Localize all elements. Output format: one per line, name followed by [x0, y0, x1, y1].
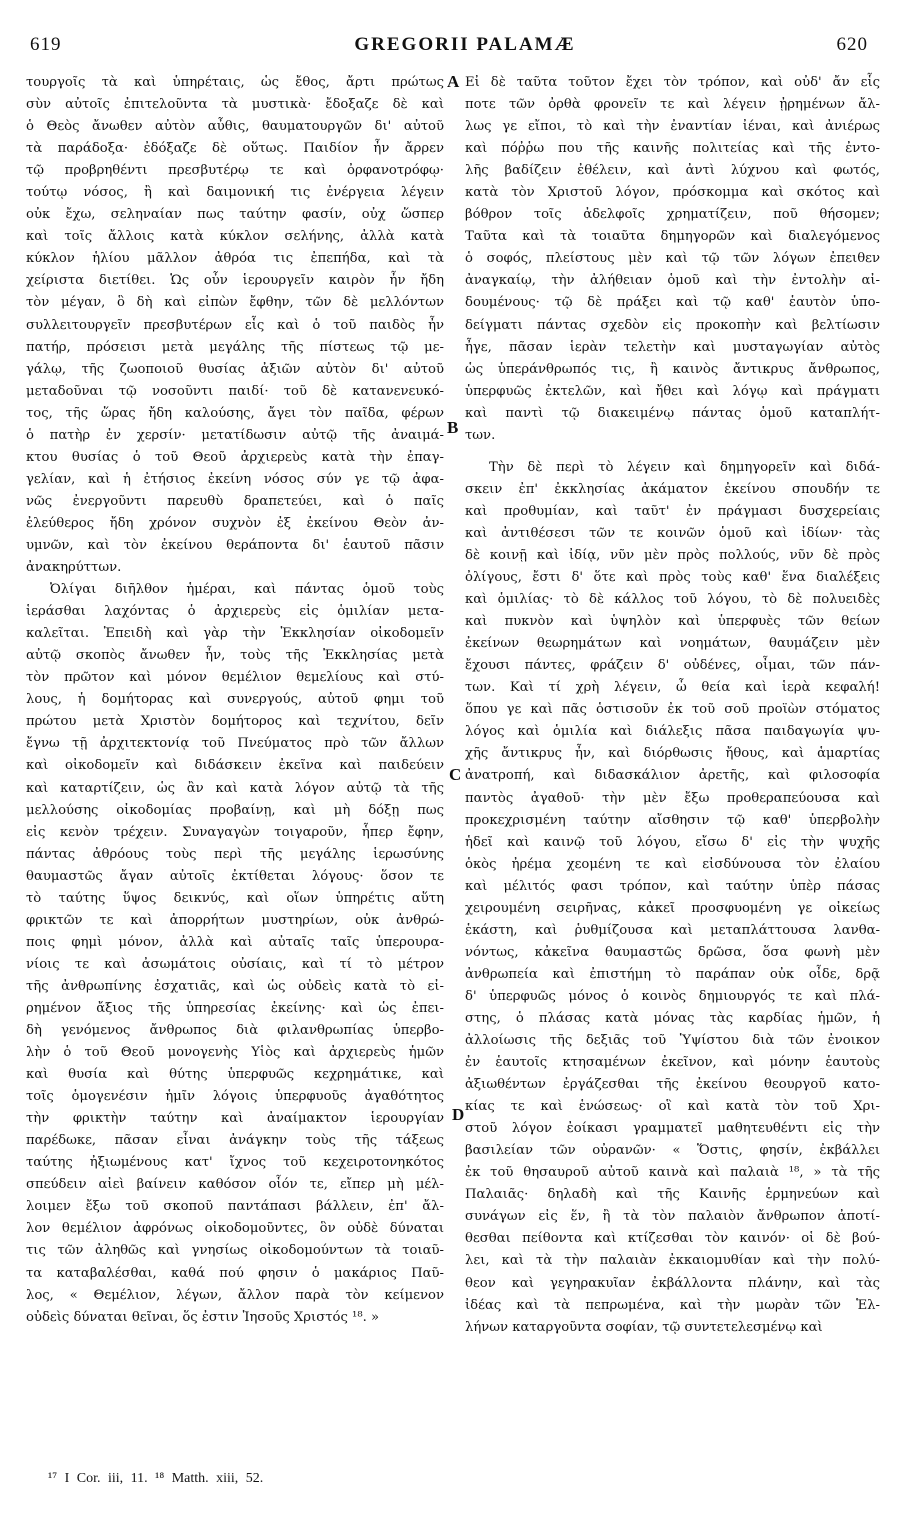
text-line: θαυμαστῶς ἄγαν αὐτοῖς ἐκτίθεται λόγους· ὅσον τε — [26, 868, 444, 884]
text-line: λως γε εἴποι, τὸ καὶ τὴν ἐναντίαν ἰέναι, καὶ ἀνιέρως — [465, 119, 880, 135]
text-line: λον θεμέλιον ἀφρόνως οἰκοδομοῦντες, ὃν οὐδὲ δύναται — [26, 1221, 444, 1237]
text-line: καὶ ἀντιθέσεσι τῶν τε κοινῶν ὁμοῦ καὶ ἰδίων· τὰς — [465, 525, 880, 541]
text-line: δὴ γενόμενος ἄνθρωπος διὰ φιλανθρωπίας ὑπερβο- — [26, 1023, 444, 1039]
text-line: οὐδεὶς δύναται θεῖναι, ὅς ἐστιν Ἰησοῦς Χριστός ¹⁸. » — [26, 1309, 380, 1325]
text-line: παρέδωκε, πᾶσαν εἶναι ἀνάγκην τοὺς τῆς τάξεως — [26, 1133, 444, 1149]
page-number-left: 619 — [30, 34, 62, 55]
margin-marker-a: A — [447, 72, 460, 91]
text-line: νῶς ἐνεργοῦντι παρευθὺ δραπετεύει, καὶ ὁ παῖς — [26, 493, 444, 509]
left-column — [26, 72, 444, 1329]
text-line: ὁ σοφός, πλείστους μὲν καὶ τῷ τῶν λόγων ἐπειθεν — [465, 251, 880, 267]
text-line: οὐκ ἔχω, σεληναίαν πως ταύτην φασίν, οὐχ ὥσπερ — [26, 207, 444, 223]
text-line: καὶ ὁμιλίας· τὸ δὲ κάλλος τοῦ λόγου, τὸ δὲ πολυειδὲς — [465, 592, 880, 608]
text-line: Ταῦτα καὶ τὰ τοιαῦτα δημηγορῶν καὶ διαλεγόμενος — [465, 229, 880, 245]
text-line: ρημένον ἄξιος τῆς ὑπηρεσίας ἐκείνης· καὶ ὡς ἐπει- — [26, 1000, 444, 1016]
text-line: δείγματι πάντας σχεδὸν εἰς προκοπὴν καὶ βελτίωσιν — [465, 317, 880, 333]
text-line: ἐκείνων θεωρημάτων καὶ νοημάτων, θαυμάζειν μὲν — [465, 636, 880, 652]
text-line: καὶ μέλιτός φασι τρόπον, καὶ ταύτην ὑπὲρ πάσας — [465, 878, 880, 894]
text-line: εἰς κενὸν τρέχειν. Συναγαγὼν τοιγαροῦν, ἧπερ ἔφην, — [26, 824, 444, 840]
text-line: κύκλον ἡλίου μᾶλλον ἀθρόα τις ἐπεπήδα, καὶ τὰ — [26, 251, 444, 267]
text-line: τουργοῖς τὰ καὶ ὑπηρέταις, ὡς ἔθος, ἄρτι πρώτως — [26, 75, 444, 90]
text-line: τα καταβαλέσθαι, καθά πού φησιν ὁ μακάριος Παῦ- — [26, 1265, 444, 1281]
text-line: χείριστα διετίθει. Ὡς οὖν ἱερουργεῖν καιρὸν ἦν ἤδη — [26, 273, 444, 289]
text-line: ἐλεύθερος ἤδη χρόνον συχνὸν ἐξ ἐκείνου Θεὸν ἀν- — [26, 515, 444, 531]
text-line: ἀνατροπή, καὶ διδασκάλιον ἀρετῆς, καὶ φιλοσοφία — [465, 768, 880, 784]
paragraph-gap — [465, 447, 880, 457]
text-line: Εἰ δὲ ταῦτα τοῦτον ἔχει τὸν τρόπον, καὶ οὐδ' ἄν εἷς — [465, 75, 880, 90]
text-line: λοιμεν ἔξω τοῦ σκοποῦ παντάπασι βάλλειν, ἐπ' ἄλ- — [26, 1199, 444, 1215]
text-line: καὶ θυσία καὶ θύτης ὑπερφυῶς κεχρημάτικε, καὶ — [26, 1067, 444, 1083]
text-line: Ὀλίγαι διῆλθον ἡμέραι, καὶ πάντας ὁμοῦ τοὺς — [50, 582, 444, 598]
text-line: ποις φημὶ μόνον, ἀλλὰ καὶ αὐταῖς ταῖς ὑπερουρα- — [26, 934, 444, 950]
text-line: θεον καὶ γεγηρακυῖαν ἐκβάλλοντα πλάνην, καὶ τὰς — [465, 1275, 880, 1291]
text-line: πατήρ, πρόσεισι μετὰ μεγάλης τῆς πίστεως τῷ με- — [26, 339, 444, 355]
page-number-right: 620 — [836, 34, 868, 55]
text-line: ἀναγκαίῳ, τὴν ἀλήθειαν ὁμοῦ καὶ τὴν ἐντολὴν αἰ- — [465, 273, 880, 289]
text-line: καὶ οἰκοδομεῖν καὶ διδάσκειν ἐκεῖνα καὶ παιδεύειν — [26, 758, 444, 774]
text-line: ἱεράσθαι λαχόντας ὁ ἀρχιερεὺς εἰς ὁμιλίαν μετα- — [26, 604, 444, 620]
text-line: μεταδοῦναι τῷ νοσοῦντι παιδί· τοῦ δὲ κατανενευκό- — [26, 383, 444, 399]
text-line: τῷ προβρηθέντι πρεσβυτέρῳ τε καὶ ὀρφανοτρόφῳ· — [26, 163, 444, 179]
text-line: τος, τῆς ὥρας ἤδη καλούσης, ἄγει τὸν παῖδα, φέρων — [26, 405, 444, 421]
text-line: ἡδεῖ καὶ καινῷ τοῦ λόγου, εἴσω δ' εἰς τὴν ψυχῆς — [465, 834, 880, 850]
text-line: λους, ἡ δομήτορας καὶ συνεργούς, αὐτοῦ φημι τοῦ — [26, 692, 444, 708]
text-line: νόντως, κἀκεῖνα θαυμαστῶς δρῶσα, ὅσα φωνὴ μὲν — [465, 944, 880, 960]
text-line: τοῖς ὁμογενέσιν ἡμῖν λόγοις ὑπερφυοῦς ἀγαθότητος — [26, 1089, 444, 1105]
text-line: καὶ καταρτίζειν, ὡς ἂν καὶ κατὰ λόγον αὐτῷ τὰ τῆς — [26, 780, 444, 796]
footnotes: ¹⁷ I Cor. iii, 11. ¹⁸ Matth. xiii, 52. — [48, 1471, 264, 1486]
text-line: ἐν ἑαυτοῖς κτησαμένων ἐκεῖνον, καὶ μόνην ἑαυτοὺς — [465, 1055, 880, 1071]
text-line: ἑκάστη, καὶ ῥυθμίζουσα καὶ μεταπλάττουσα λανθα- — [465, 922, 880, 938]
text-line: Παλαιᾶς· δηλαδὴ καὶ τῆς Καινῆς ἑρμηνεύων καὶ — [465, 1187, 880, 1203]
right-column — [465, 72, 880, 1339]
text-line: τὸ ταύτης ὕψος δεικνύς, καὶ οἵων ὑπηρέτις αὕτη — [26, 890, 444, 906]
text-line: καὶ πυκνὸν καὶ ὑψηλὸν καὶ ὑπερφυὲς τῶν θείων — [465, 614, 880, 630]
text-line: πάντας ἀθρόους τοὺς περὶ τῆς μεγάλης ἱερωσύνης — [26, 846, 444, 862]
text-line: των. — [465, 427, 496, 443]
text-line: ἀξιωθέντων ἐργάζεσθαι τῆς ἐκείνου θεουργοῦ κατο- — [465, 1077, 880, 1093]
text-line: καὶ πόῤῥω που τῆς καινῆς πολιτείας καὶ τῆς ἐντο- — [465, 141, 880, 157]
text-line: κατὰ τὸν Χριστοῦ λόγον, πρόσκομμα καὶ σκότος καὶ — [465, 185, 880, 201]
text-line: ὡς ὑπεράνθρωπός τις, ἢ καινὸς ἄντικρυς ἄνθρωπος, — [465, 361, 880, 377]
text-line: υμνῶν, καὶ τὸν ἐκείνου θεράποντα δι' ἑαυτοῦ πᾶσιν — [26, 537, 444, 553]
margin-marker-b: B — [447, 418, 459, 437]
text-line: παντὸς ἀγαθοῦ· τὴν μὲν ἔξω προθεραπεύουσα καὶ — [465, 790, 880, 806]
text-line: συνάγων εἰς ἕν, ἢ τὰ τὸν παλαιὸν ἄνθρωπον ἀποτί- — [465, 1209, 880, 1225]
text-line: ὁ Θεὸς ἄνωθεν αὐτὸν αὖθις, θαυματουργῶν δι' αὐτοῦ — [26, 119, 444, 135]
text-line: ἀνθρωπεία καὶ ἐπιστήμη τὸ παράπαν οὐκ οἶδε, δρᾷ — [465, 966, 880, 982]
text-line: ὀλίγους, ἔστι δ' ὅτε καὶ πρὸς τοὺς καθ' ἕνα διαλέξεις — [465, 570, 880, 586]
text-line: ὑπερφυῶς ἐκτελῶν, καὶ ἤθει καὶ λόγῳ καὶ πράγματι — [465, 383, 880, 399]
text-line: δὲ κοινῇ καὶ ἰδίᾳ, νῦν μὲν πρὸς πολλούς, νῦν δὲ πρὸς — [465, 547, 880, 563]
text-line: ὁ πατὴρ ἐν χερσίν· μετατίδωσιν αὐτῷ τῆς ἀναιμά- — [26, 427, 444, 443]
text-line: τὰ παράδοξα· ἐδόξαζε δὲ οὕτως. Παιδίον ἦν ἄρρεν — [26, 141, 444, 157]
text-line: λει, καὶ τὰ τὴν παλαιὰν ἐκκαιομυθίαν καὶ τὴν πολύ- — [465, 1253, 880, 1269]
text-line: προκεχρισμένη ταύτην αἴσθησιν τῷ καθ' ὑπερβολὴν — [465, 812, 880, 828]
text-line: βόθρον τοῖς ἀδελφοῖς χρηματίζειν, ποῦ θήσομεν; — [465, 207, 880, 223]
text-line: λόγος καὶ ὁμιλία καὶ διάλεξις πᾶσα παιδαγωγία ψυ- — [465, 724, 880, 740]
text-line: στοῦ λόγον ἐοίκασι γραμματεῖ μαθητευθέντι εἰς τὴν — [465, 1121, 880, 1137]
text-line: αὐτῷ σκοπὸς ἄνωθεν ἦν, τοὺς τῆς Ἐκκλησίας μετὰ — [26, 648, 444, 664]
text-line: ὁκὸς ἠρέμα χεομένη τε καὶ εἰσδύνουσα τὸν ἐλαίου — [465, 856, 880, 872]
text-line: σπεύδειν αἰεὶ βαίνειν καθόσον οἷόν τε, εἴπερ μὴ μέλ- — [26, 1177, 444, 1193]
text-line: καὶ παντὶ τῷ διακειμένῳ πάντας ὁμοῦ καταπλήτ- — [465, 405, 880, 421]
text-line: γάλῳ, τῆς ζωοποιοῦ θυσίας ἀξιῶν αὐτὸν δι' αὐτοῦ — [26, 361, 444, 377]
text-line: τις τῶν ἀληθῶς καὶ γνησίως οἰκοδομούντων τὰ τοιαῦ- — [26, 1243, 444, 1259]
text-line: φρικτῶν τε καὶ ἀπορρήτων μυστηρίων, οὐκ ἀνθρώ- — [26, 912, 444, 928]
text-line: ποτε τῶν ὀρθὰ φρονεῖν τε καὶ λέγειν ᾐρημένων ἄλ- — [465, 97, 880, 113]
text-line: γελίαν, καὶ ἡ ἐτήσιος ἐκείνη νόσος σύν γε τῷ ἀφα- — [26, 471, 444, 487]
text-line: κτου θυσίας ὁ τοῦ Θεοῦ ἀρχιερεὺς κατὰ τὴν ἐπαγ- — [26, 449, 444, 465]
text-line: θεσθαι πείθοντα καὶ κτίζεσθαι τὸν καινόν· οἱ δὲ βού- — [465, 1231, 880, 1247]
text-line: σκειν ἐπ' ἐκκλησίας ἀκάματον ἐκείνου σπουδήν τε — [465, 481, 880, 497]
text-line: ἰδέας καὶ τὰ πεπρωμένα, καὶ τὴν μωρὰν τῶν Ἑλ- — [465, 1297, 880, 1313]
text-line: ἐκ τοῦ θησαυροῦ αὐτοῦ καινὰ καὶ παλαιὰ ¹⁸, » τὰ τῆς — [465, 1165, 880, 1181]
text-line: κίας τε καὶ ἑνώσεως· οἳ καὶ κατὰ τὸν τοῦ Χρι- — [465, 1099, 880, 1115]
text-line: καὶ τοῖς ἄλλοις κατὰ κύκλον σελήνης, ἀλλὰ κατὰ — [26, 229, 444, 245]
text-line: λὴν ὁ τοῦ Θεοῦ μονογενὴς Υἱὸς καὶ ἀρχιερεὺς ἡμῶν — [26, 1045, 444, 1061]
text-line: καὶ προθυμίαν, καὶ ταῦτ' ἐν πράγμασι δυσχερείαις — [465, 503, 880, 519]
text-line: Τὴν δὲ περὶ τὸ λέγειν καὶ δημηγορεῖν καὶ διδά- — [489, 459, 880, 475]
text-line: λος, « Θεμέλιον, λέγων, ἄλλον παρὰ τὸν κείμενον — [26, 1287, 444, 1303]
running-title: GREGORII PALAMÆ — [354, 34, 576, 55]
text-line: λήνων καταργοῦντα σοφίαν, τῷ συντετελεσμένῳ καὶ — [465, 1319, 823, 1335]
text-line: ταύτης ἠξιωμένους κατ' ἴχνος τοῦ κεχειροτονηκότος — [26, 1155, 444, 1171]
text-line: δ' ὑπερφυῶς μόνος ὁ κοινὸς δημιουργός τε καὶ πλά- — [465, 988, 880, 1004]
text-line: στης, ὁ πλάσας κατὰ μόνας τὰς καρδίας ἡμῶν, ἡ — [465, 1010, 880, 1026]
text-line: χειρουμένη σειρῆνας, κἀκεῖ προσφυομένη γε οἰκείως — [465, 900, 880, 916]
text-line: τὴν φρικτὴν ταύτην καὶ ἀναίμακτον ἱερουργίαν — [26, 1111, 444, 1127]
text-line: ἀλλοίωσις τῆς δεξιᾶς τοῦ Ὑψίστου διὰ τῶν ἐνοικον — [465, 1033, 880, 1049]
text-line: μελλούσης οἰκοδομίας προβαίνῃ, καὶ μὴ δόξῃ πως — [26, 802, 444, 818]
text-line: τούτῳ νόσος, ἢ καὶ δαιμονική τις ἐνέργεια λέγειν — [26, 185, 444, 201]
text-line: βασιλείαν τῶν οὐρανῶν· « Ὅστις, φησίν, ἐκβάλλει — [465, 1143, 880, 1159]
text-line: δουμένους· τῷ δὲ πράξει καὶ τῷ καθ' ἑαυτὸν ὑπο- — [465, 295, 880, 311]
text-line: καλεῖται. Ἐπειδὴ καὶ γὰρ τὴν Ἐκκλησίαν οἰκοδομεῖν — [26, 626, 444, 642]
text-line: τὸν πρῶτον καὶ μόνον θεμέλιον θεμελίους καὶ στύ- — [26, 670, 444, 686]
text-line: τὸν μέγαν, ὃ δὴ καὶ εἰπὼν ἔφθην, τῶν δὲ μελλόντων — [26, 295, 444, 311]
text-line: ὅπου γε καὶ πᾶς ὁστισοῦν ἐκ τοῦ σοῦ προϊὼν στόματος — [465, 702, 880, 718]
text-line: των. Καὶ τί χρὴ λέγειν, ὦ θεία καὶ ἱερὰ κεφαλή! — [465, 680, 880, 696]
text-line: πρώτου μετὰ Χριστὸν δομήτορος καὶ τεχνίτου, δεῖν — [26, 714, 444, 730]
text-line: ἀνακηρύττων. — [26, 560, 122, 576]
text-line: χῆς ἄντικρυς ἦν, καὶ διόρθωσις ἤθους, καὶ ἁμαρτίας — [465, 746, 880, 762]
text-line: ἦγε, πᾶσαν ἱερὰν τελετὴν καὶ μυσταγωγίαν αὐτὸς — [465, 339, 880, 355]
text-line: σὺν αὐτοῖς ἐπιτελοῦντα τὰ μυστικὰ· ἔδοξαζε δὲ καὶ — [26, 97, 444, 113]
text-line: συλλειτουργεῖν πρεσβυτέρων εἷς καὶ ὁ τοῦ παιδὸς ἦν — [26, 317, 444, 333]
text-line: νίοις τε καὶ ἀσωμάτοις οὐσίαις, καὶ τί τὸ μέτρον — [26, 956, 444, 972]
text-line: ἔχουσι πάντες, φράζειν δ' οὐδένες, οἶμαι, τῶν πάν- — [465, 658, 880, 674]
text-line: ἔγνω τῇ ἀρχιτεκτονίᾳ τοῦ Πνεύματος πρὸ τῶν ἄλλων — [26, 736, 444, 752]
text-line: λῆς βαδίζειν ἐθέλειν, καὶ ἀντὶ λύχνου καὶ φωτός, — [465, 163, 880, 179]
margin-marker-d: D — [452, 1105, 465, 1124]
text-line: τῆς ἀνθρωπίνης ἐσχατιᾶς, καὶ ὡς οὐδεὶς κατὰ τὸ εἰ- — [26, 978, 444, 994]
margin-marker-c: C — [449, 765, 462, 784]
